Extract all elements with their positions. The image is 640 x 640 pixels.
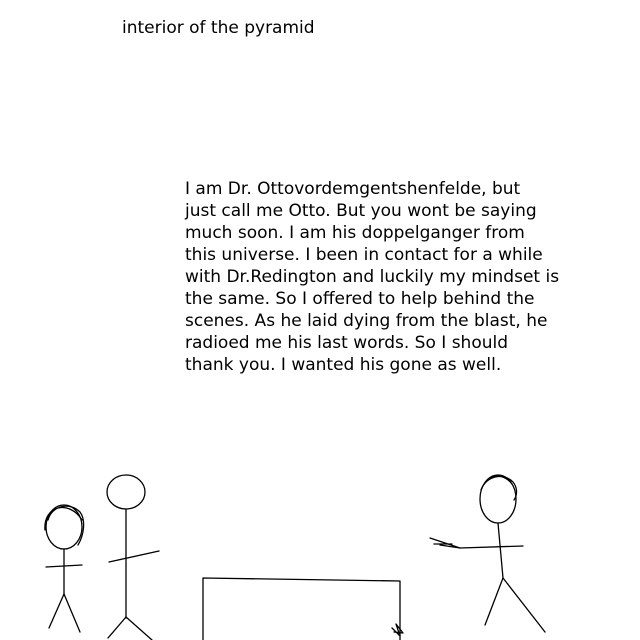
figure-leg [503, 578, 545, 632]
figure-leg [49, 594, 64, 628]
stick-figure-middle [107, 475, 159, 640]
speech-line: this universe. I been in contact for a while [185, 245, 543, 265]
figure-head [107, 475, 145, 509]
figure-hair [481, 476, 517, 500]
table-top [203, 578, 400, 640]
scene-caption: interior of the pyramid [122, 18, 315, 38]
speech-line: the same. So I offered to help behind the [185, 289, 535, 309]
figure-arms [109, 551, 159, 562]
figure-body [498, 523, 503, 578]
speech-line: I am Dr. Ottovordemgentshenfelde, but [185, 179, 521, 199]
figure-leg [108, 617, 126, 638]
figure-leg [485, 578, 503, 625]
stick-figure-left [45, 505, 84, 632]
speech-line: radioed me his last words. So I should [185, 333, 509, 353]
scribble-mark [392, 624, 403, 636]
figure-leg [64, 594, 80, 632]
figure-pointing-hand [430, 538, 460, 548]
stick-figure-right [430, 475, 545, 632]
speech-line: just call me Otto. But you wont be saying [185, 201, 537, 221]
speech-line: scenes. As he laid dying from the blast, he [185, 311, 548, 331]
table-outline [203, 578, 403, 640]
figure-arm [460, 546, 523, 548]
speech-line: with Dr.Redington and luckily my mindset is [185, 267, 560, 287]
speech-line: much soon. I am his doppelganger from [185, 223, 525, 243]
figure-leg [126, 617, 152, 640]
speech-line: thank you. I wanted his gone as well. [185, 355, 502, 375]
